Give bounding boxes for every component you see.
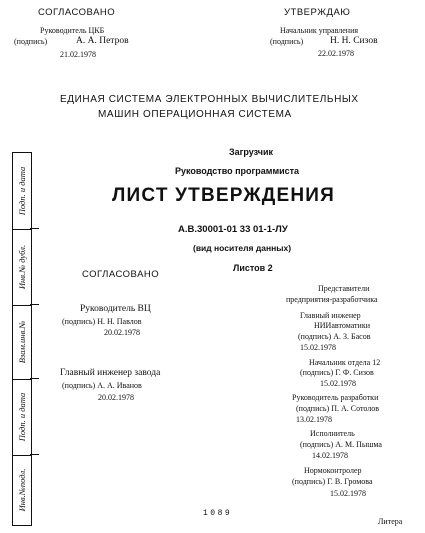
- right-approval-date: 15.02.1978: [320, 379, 356, 388]
- stamp-strip: [12, 152, 32, 526]
- left-approval-role: Руководитель ВЦ: [80, 304, 151, 314]
- stamp-cell: [13, 455, 31, 525]
- program-name: Загрузчик: [229, 147, 274, 157]
- stamp-divider: [30, 304, 39, 305]
- right-approval-signature: (подпись) Г. Ф. Сизов: [300, 368, 374, 377]
- right-approval-role: Начальник отдела 12: [309, 358, 381, 367]
- system-title-line1: ЕДИНАЯ СИСТЕМА ЭЛЕКТРОННЫХ ВЫЧИСЛИТЕЛЬНЫХ: [60, 94, 359, 105]
- right-approval-role: Главный инженер: [300, 311, 361, 320]
- document-title: ЛИСТ УТВЕРЖДЕНИЯ: [112, 185, 335, 206]
- top-right-heading: УТВЕРЖДАЮ: [284, 7, 351, 18]
- right-approvals-subheading: предприятия-разработчика: [286, 295, 378, 304]
- right-approval-signature: (подпись) А. М. Пышма: [300, 440, 382, 449]
- stamp-cell: [13, 229, 31, 306]
- right-approval-role: Нормоконтролер: [304, 466, 362, 475]
- right-approval-role: Руководитель разработки: [292, 393, 379, 402]
- stamp-cell-label: Инв.№ дубл.: [17, 244, 27, 290]
- right-approval-date: 15.02.1978: [330, 489, 366, 498]
- document-code: А.В.30001-01 33 01-1-ЛУ: [178, 224, 288, 235]
- left-approval-role: Главный инженер завода: [60, 368, 161, 378]
- stamp-cell-label: Инв.№подл.: [17, 468, 27, 512]
- right-approval-date: 13.02.1978: [296, 415, 332, 424]
- stamp-cell-label: Взам.инв.№: [17, 320, 27, 364]
- right-approvals-heading: Представители: [318, 284, 370, 293]
- stamp-cell: [13, 305, 31, 380]
- top-right-name: Н. Н. Сизов: [330, 36, 378, 46]
- stamp-divider: [30, 454, 39, 455]
- right-approval-signature: (подпись) П. А. Сотолов: [296, 404, 380, 413]
- media-note: (вид носителя данных): [193, 243, 292, 253]
- right-approval-signature: (подпись) Г. В. Громова: [292, 477, 373, 486]
- right-approval-org: НИИавтоматики: [314, 321, 370, 330]
- left-approval-signature: (подпись) Н. Н. Павлов: [62, 317, 142, 326]
- top-left-date: 21.02.1978: [60, 50, 96, 59]
- top-left-heading: СОГЛАСОВАНО: [38, 7, 116, 18]
- sheet-count: Листов 2: [233, 263, 273, 273]
- right-approval-role: Исполнитель: [310, 429, 355, 438]
- right-approval-date: 15.02.1978: [300, 343, 336, 352]
- stamp-cell-label: Подп. и дата: [17, 392, 27, 442]
- stamp-divider: [30, 228, 39, 229]
- system-title-line2: МАШИН ОПЕРАЦИОННАЯ СИСТЕМА: [98, 109, 292, 120]
- left-approval-date: 20.02.1978: [98, 393, 134, 402]
- top-right-signature-label: (подпись): [270, 37, 304, 46]
- stamp-cell-label: Подп. и дата: [17, 166, 27, 216]
- page-code: 1089: [203, 509, 233, 518]
- top-right-role: Начальник управления: [280, 26, 359, 35]
- stamp-divider: [30, 378, 39, 379]
- document-type: Руководство программиста: [175, 166, 300, 176]
- format-label: Литера: [378, 517, 403, 526]
- top-left-signature-label: (подпись): [14, 37, 48, 46]
- left-approval-date: 20.02.1978: [104, 328, 140, 337]
- top-left-role: Руководитель ЦКБ: [40, 26, 105, 35]
- stamp-cell: [13, 379, 31, 456]
- top-right-date: 22.02.1978: [318, 49, 354, 58]
- stamp-cell: [13, 153, 31, 230]
- right-approval-date: 14.02.1978: [312, 451, 348, 460]
- right-approval-signature: (подпись) А. З. Басов: [298, 332, 371, 341]
- left-approval-signature: (подпись) А. А. Иванов: [62, 381, 142, 390]
- left-approvals-heading: СОГЛАСОВАНО: [82, 269, 160, 280]
- top-left-name: А. А. Петров: [76, 36, 129, 46]
